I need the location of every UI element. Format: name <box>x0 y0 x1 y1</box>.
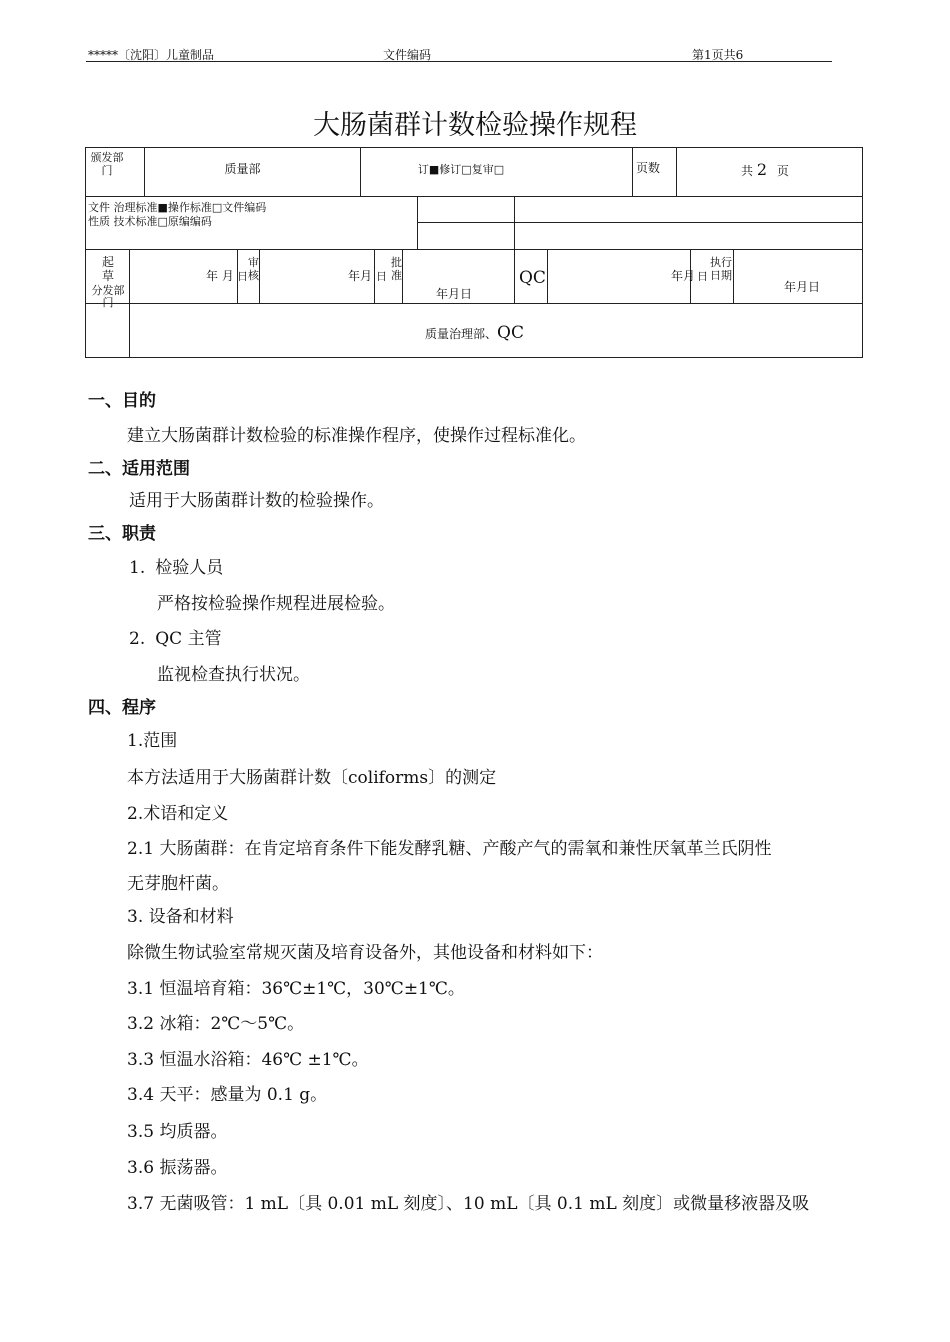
procedure-line-8: 3.1 恒温培育箱：36℃±1℃，30℃±1℃。 <box>127 979 465 999</box>
procedure-line-1: 1.范围 <box>127 731 178 751</box>
qc-label: QC <box>519 268 546 288</box>
procedure-line-9: 3.2 冰箱：2℃～5℃。 <box>127 1014 305 1034</box>
document-title: 大肠菌群计数检验操作规程 <box>313 110 637 141</box>
issuing-dept-label: 颁发部门 <box>90 151 124 177</box>
procedure-line-2: 本方法适用于大肠菌群计数〔coliforms〕的测定 <box>127 768 497 788</box>
section-3-item-2: 2. QC 主管 <box>129 629 222 649</box>
approve-label: 批准 <box>391 256 402 282</box>
section-4-heading: 四、程序 <box>88 698 156 718</box>
review-label: 审核 <box>248 256 259 282</box>
doc-nature-line2: 性质 技术标准□原编编码 <box>88 215 212 228</box>
procedure-line-6: 3. 设备和材料 <box>127 907 234 927</box>
procedure-line-14: 3.7 无菌吸管：1 mL〔具 0.01 mL 刻度〕、10 mL〔具 0.1 mL 刻度〕或微量移液器及吸 <box>127 1194 810 1214</box>
exec-date-label: 执行日期 <box>710 256 732 282</box>
section-3-item-1-text: 严格按检验操作规程进展检验。 <box>157 594 395 614</box>
review-date-day: 日 <box>376 270 387 283</box>
procedure-line-10: 3.3 恒温水浴箱：46℃ ±1℃。 <box>127 1050 369 1070</box>
section-3-item-1: 1. 检验人员 <box>129 558 224 578</box>
header-rule <box>86 61 832 62</box>
revision-options: 订■修订□复审□ <box>417 163 505 176</box>
qc-date-ymd: 年月 <box>671 269 696 283</box>
header-page-label: 第1页共6 <box>692 48 744 62</box>
procedure-line-12: 3.5 均质器。 <box>127 1122 228 1142</box>
qc-date-day: 日 <box>697 270 708 283</box>
issuing-dept-value: 质量部 <box>224 162 261 176</box>
approve-date: 年月日 <box>436 287 473 301</box>
drafter-label: 起草 <box>101 255 114 283</box>
pages-value: 共 2 页 <box>741 160 789 179</box>
header-doc-code-label: 文件编码 <box>383 48 432 62</box>
draft-date-ymd: 年 月 <box>206 269 234 283</box>
section-1-heading: 一、目的 <box>88 391 156 411</box>
doc-nature-line1: 文件 治理标准■操作标准□文件编码 <box>88 201 267 214</box>
section-3-heading: 三、职责 <box>88 524 156 544</box>
pages-label: 页数 <box>636 161 661 175</box>
procedure-line-5: 无芽胞杆菌。 <box>127 874 229 894</box>
procedure-line-3: 2.术语和定义 <box>127 804 229 824</box>
procedure-line-7: 除微生物试验室常规灭菌及培育设备外，其他设备和材料如下： <box>127 943 603 963</box>
distribution-label: 分发部门 <box>91 284 125 309</box>
header-company: *****〔沈阳〕儿童制品 <box>88 48 215 62</box>
section-1-text: 建立大肠菌群计数检验的标准操作程序，使操作过程标准化。 <box>127 426 586 446</box>
review-date-ymd: 年月 <box>348 269 373 283</box>
section-2-text: 适用于大肠菌群计数的检验操作。 <box>129 491 384 511</box>
draft-date-day: 日 <box>237 270 248 283</box>
section-2-heading: 二、适用范围 <box>88 459 190 479</box>
procedure-line-11: 3.4 天平：感量为 0.1 g。 <box>127 1085 328 1105</box>
distribution-value: 质量治理部、QC <box>425 323 524 343</box>
exec-date: 年月日 <box>784 280 821 294</box>
section-3-item-2-text: 监视检查执行状况。 <box>157 665 310 685</box>
procedure-line-4: 2.1 大肠菌群：在肯定培育条件下能发酵乳糖、产酸产气的需氧和兼性厌氧革兰氏阴性 <box>127 839 772 859</box>
procedure-line-13: 3.6 振荡器。 <box>127 1158 228 1178</box>
